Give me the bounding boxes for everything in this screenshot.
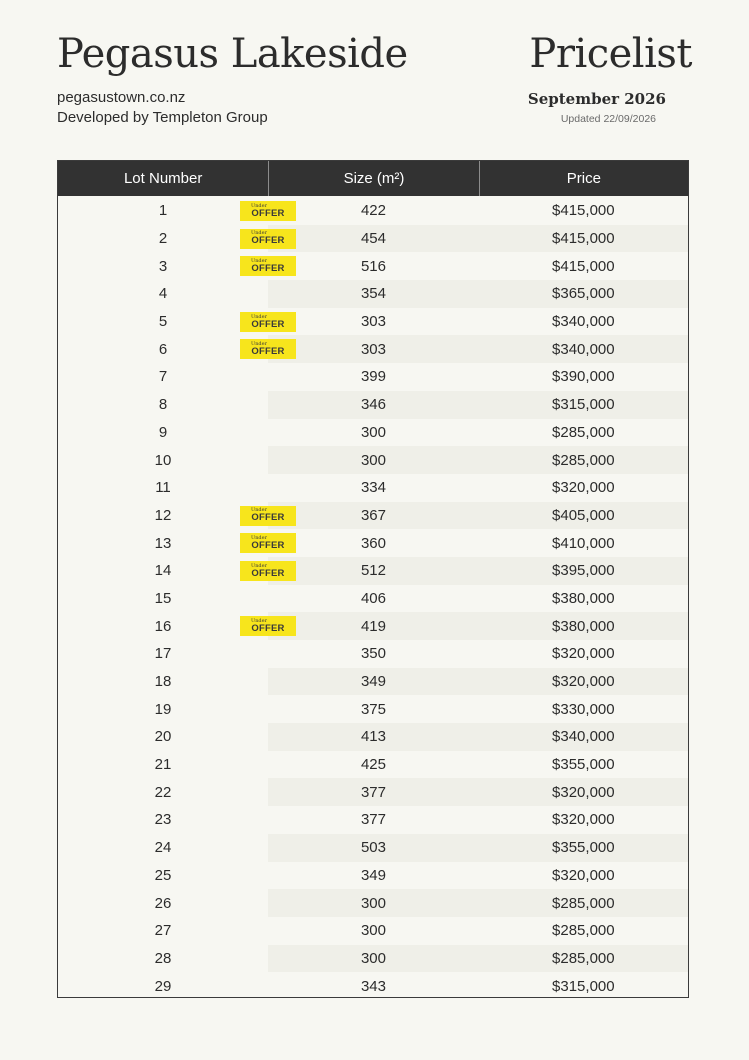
badge-small-text: Under: [251, 341, 267, 348]
price-cell: $395,000: [479, 557, 688, 585]
lot-cell: [58, 419, 268, 447]
lot-number: 28: [154, 949, 172, 967]
under-offer-badge: [240, 616, 296, 636]
price-cell: $355,000: [552, 756, 615, 774]
lot-cell: [58, 557, 285, 585]
lot-number: 21: [154, 756, 172, 774]
size-cell: 422: [360, 202, 386, 220]
header-left: [57, 30, 408, 128]
table-row: [58, 806, 688, 834]
size-cell: 367: [268, 502, 478, 530]
badge-small-text: Under: [251, 535, 267, 541]
table-row: [58, 252, 688, 280]
lot-number: 4: [158, 285, 168, 303]
table-row: [58, 529, 688, 557]
size-cell: 425: [360, 756, 386, 774]
price-cell: $405,000: [479, 502, 688, 530]
lot-number: 17: [154, 645, 172, 663]
lot-cell: [58, 446, 268, 474]
price-cell: $355,000: [479, 834, 688, 862]
table-row: [58, 723, 688, 751]
price-cell: $330,000: [552, 700, 615, 718]
size-cell: 343: [360, 977, 386, 995]
header-right: [528, 30, 692, 125]
size-cell: 516: [360, 257, 386, 275]
price-cell: $320,000: [552, 479, 615, 497]
lot-cell: [58, 363, 268, 391]
table-header: [58, 161, 688, 196]
table-row: [58, 391, 688, 419]
lot-number: 29: [154, 977, 172, 995]
lot-number: 24: [154, 839, 172, 857]
table-row: [58, 834, 688, 862]
price-table: [57, 160, 689, 998]
price-cell: $415,000: [552, 257, 615, 275]
table-row: [58, 363, 688, 391]
size-cell: 399: [360, 368, 386, 386]
price-cell: $320,000: [479, 778, 688, 806]
table-row: [58, 668, 688, 696]
badge-small-text: Under: [251, 230, 267, 237]
size-cell: 512: [268, 557, 478, 585]
column-header-price: Price: [479, 161, 688, 196]
price-cell: $340,000: [479, 723, 688, 751]
size-cell: 419: [268, 612, 478, 640]
price-cell: $315,000: [479, 391, 688, 419]
lot-number: 9: [158, 423, 168, 441]
under-offer-badge: [240, 533, 296, 553]
size-cell: 360: [360, 534, 386, 552]
price-cell: $285,000: [552, 922, 615, 940]
size-cell: 350: [360, 645, 386, 663]
under-offer-badge: [240, 256, 296, 276]
size-cell: 349: [360, 866, 386, 884]
price-cell: $285,000: [479, 889, 688, 917]
price-cell: $390,000: [552, 368, 615, 386]
size-cell: 300: [360, 423, 386, 441]
lot-number: 10: [154, 451, 172, 469]
lot-cell: [58, 225, 285, 253]
size-cell: 303: [268, 335, 478, 363]
column-header-lot: Lot Number: [123, 170, 203, 187]
table-row: [58, 862, 688, 890]
lot-number: 3: [158, 257, 168, 275]
lot-number: 5: [158, 313, 168, 331]
development-title: Pegasus Lakeside: [57, 31, 408, 77]
size-cell: 377: [268, 778, 478, 806]
size-cell: 413: [268, 723, 478, 751]
price-cell: $320,000: [552, 811, 615, 829]
table-row: [58, 972, 688, 1000]
lot-cell: [58, 308, 285, 336]
badge-small-text: Under: [251, 258, 267, 265]
size-cell: 300: [268, 889, 478, 917]
price-cell: $415,000: [479, 225, 688, 253]
table-row: [58, 778, 688, 806]
table-row: [58, 280, 688, 308]
table-row: [58, 917, 688, 945]
table-row: [58, 585, 688, 613]
price-cell: $320,000: [552, 645, 615, 663]
table-row: [58, 446, 688, 474]
lot-number: 20: [154, 728, 172, 746]
lot-cell: [58, 889, 268, 917]
table-row: [58, 225, 688, 253]
badge-big-text: OFFER: [251, 512, 285, 524]
lot-number: 1: [158, 202, 168, 220]
lot-cell: [58, 280, 268, 308]
pricelist-month: September 2026: [527, 90, 666, 108]
size-cell: 303: [360, 313, 386, 331]
badge-small-text: Under: [251, 313, 267, 320]
size-cell: 346: [268, 391, 478, 419]
badge-small-text: Under: [251, 202, 267, 209]
price-cell: $410,000: [552, 534, 615, 552]
website-link[interactable]: pegasustown.co.nz: [57, 89, 186, 106]
lot-number: 16: [154, 617, 172, 635]
lot-cell: [58, 252, 285, 280]
lot-number: 25: [154, 866, 172, 884]
lot-number: 12: [154, 506, 172, 524]
badge-big-text: OFFER: [251, 235, 285, 247]
lot-number: 7: [158, 368, 168, 386]
price-cell: $315,000: [552, 977, 615, 995]
lot-number: 15: [154, 589, 172, 607]
table-row: [58, 419, 688, 447]
under-offer-badge: [240, 561, 296, 581]
price-cell: $320,000: [552, 866, 615, 884]
lot-number: 27: [154, 922, 172, 940]
price-cell: $285,000: [479, 446, 688, 474]
table-row: [58, 695, 688, 723]
table-body: [58, 197, 688, 1000]
lot-number: 13: [154, 534, 172, 552]
lot-cell: [58, 585, 268, 613]
lot-cell: [58, 529, 285, 557]
size-cell: 334: [360, 479, 386, 497]
badge-small-text: Under: [251, 562, 267, 569]
lot-number: 19: [154, 700, 172, 718]
lot-cell: [58, 972, 268, 1000]
size-cell: 300: [268, 945, 478, 973]
badge-big-text: OFFER: [251, 623, 285, 635]
lot-cell: [58, 502, 285, 530]
price-cell: $320,000: [479, 668, 688, 696]
size-cell: 300: [268, 446, 478, 474]
price-cell: $285,000: [552, 423, 615, 441]
size-cell: 377: [360, 811, 386, 829]
price-cell: $415,000: [552, 202, 615, 220]
lot-number: 23: [154, 811, 172, 829]
table-row: [58, 335, 688, 363]
badge-big-text: OFFER: [251, 318, 285, 330]
badge-big-text: OFFER: [251, 346, 285, 358]
table-row: [58, 474, 688, 502]
lot-number: 6: [158, 340, 168, 358]
price-cell: $380,000: [552, 589, 615, 607]
pricelist-title: Pricelist: [529, 31, 692, 77]
table-row: [58, 502, 688, 530]
size-cell: 375: [360, 700, 386, 718]
lot-cell: [58, 668, 268, 696]
lot-cell: [58, 640, 268, 668]
table-row: [58, 945, 688, 973]
lot-number: 2: [158, 230, 168, 248]
size-cell: 503: [268, 834, 478, 862]
size-cell: 454: [268, 225, 478, 253]
badge-big-text: OFFER: [251, 207, 285, 219]
size-cell: 354: [268, 280, 478, 308]
lot-number: 26: [154, 894, 172, 912]
badge-big-text: OFFER: [251, 567, 285, 579]
under-offer-badge: [240, 229, 296, 249]
under-offer-badge: [240, 312, 296, 332]
badge-big-text: OFFER: [251, 263, 285, 275]
price-cell: $380,000: [479, 612, 688, 640]
size-cell: 406: [360, 589, 386, 607]
developer-line: Developed by Templeton Group: [57, 109, 268, 126]
under-offer-badge: [240, 339, 296, 359]
badge-big-text: OFFER: [251, 540, 285, 551]
lot-cell: [58, 751, 268, 779]
lot-cell: [58, 723, 268, 751]
lot-cell: [58, 474, 268, 502]
size-cell: 300: [360, 922, 386, 940]
lot-cell: [58, 917, 268, 945]
table-row: [58, 557, 688, 585]
price-cell: $340,000: [552, 313, 615, 331]
lot-cell: [58, 945, 268, 973]
table-row: [58, 751, 688, 779]
lot-number: 14: [154, 562, 172, 580]
lot-cell: [58, 778, 268, 806]
lot-cell: [58, 834, 268, 862]
table-row: [58, 889, 688, 917]
lot-cell: [58, 335, 285, 363]
price-cell: $365,000: [479, 280, 688, 308]
size-cell: 349: [268, 668, 478, 696]
lot-cell: [58, 862, 268, 890]
table-row: [58, 640, 688, 668]
price-cell: $340,000: [479, 335, 688, 363]
lot-number: 11: [155, 479, 171, 497]
lot-cell: [58, 806, 268, 834]
lot-cell: [58, 391, 268, 419]
lot-cell: [58, 695, 268, 723]
lot-number: 22: [154, 783, 172, 801]
lot-number: 18: [154, 673, 172, 691]
column-header-size: Size (m²): [268, 161, 478, 196]
table-row: [58, 612, 688, 640]
lot-cell: [58, 612, 285, 640]
under-offer-badge: [240, 506, 296, 526]
updated-date: Updated 22/09/2026: [560, 113, 656, 125]
lot-cell: [58, 197, 285, 225]
badge-small-text: Under: [251, 618, 267, 625]
table-row: [58, 308, 688, 336]
badge-small-text: Under: [251, 507, 267, 514]
table-row: [58, 197, 688, 225]
price-cell: $285,000: [479, 945, 688, 973]
lot-number: 8: [158, 396, 168, 414]
under-offer-badge: [240, 201, 296, 221]
